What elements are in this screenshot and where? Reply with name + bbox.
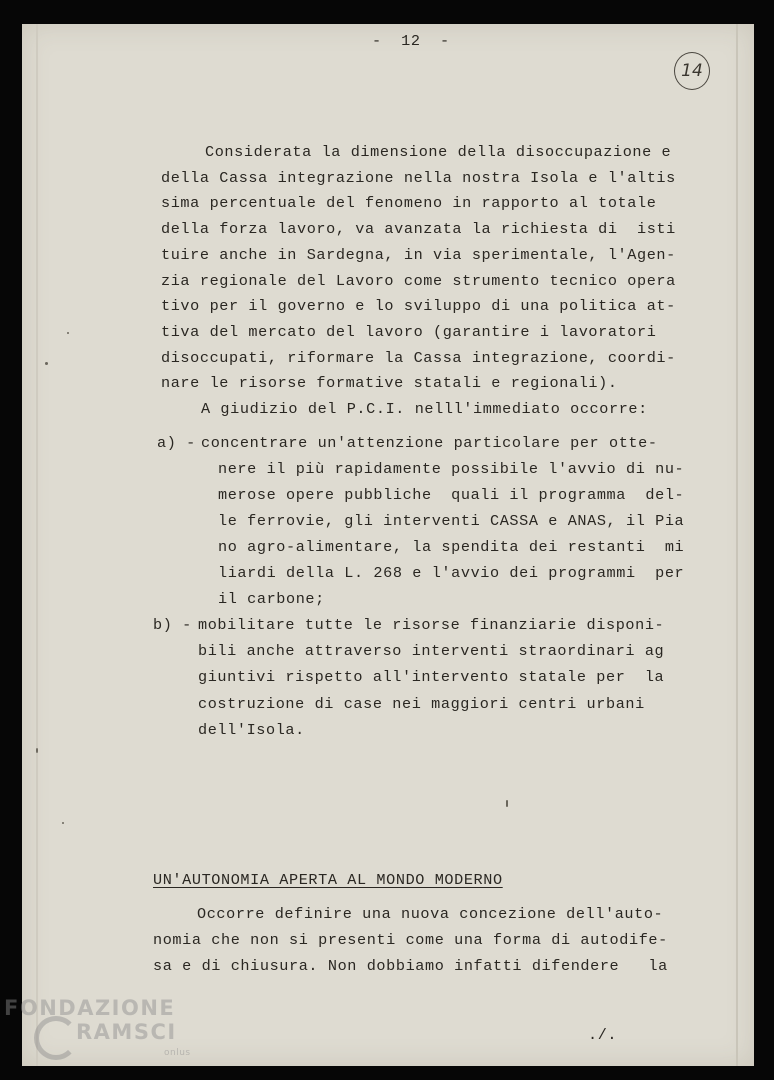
paragraph-3-line: sa e di chiusura. Non dobbiamo infatti difendere la [153, 957, 668, 975]
paragraph-1-line: disoccupati, riformare la Cassa integrazione, coordi- [161, 349, 676, 367]
item-b-line: costruzione di case nei maggiori centri urbani [198, 695, 645, 713]
item-b-line: giuntivi rispetto all'intervento statale per la [198, 668, 665, 686]
paragraph-3-line: Occorre definire una nuova concezione dell'auto- [197, 905, 664, 923]
item-a-line: il carbone; [218, 590, 325, 608]
watermark-line-3: onlus [164, 1048, 191, 1058]
item-a-line: merose opere pubbliche quali il programma del- [218, 486, 685, 504]
item-b-marker: b) - [153, 616, 192, 634]
paragraph-1-line: tivo per il governo e lo sviluppo di una politica at- [161, 297, 676, 315]
paragraph-1-line: tuire anche in Sardegna, in via sperimentale, l'Agen- [161, 246, 676, 264]
item-a-line: liardi della L. 268 e l'avvio dei programmi per [218, 564, 685, 582]
item-a-line: nere il più rapidamente possibile l'avvio di nu- [218, 460, 685, 478]
item-b-line: bili anche attraverso interventi straordinari ag [198, 642, 665, 660]
item-a-line: concentrare un'attenzione particolare per otte- [201, 434, 658, 452]
paragraph-3-line: nomia che non si presenti come una forma di autodife- [153, 931, 668, 949]
item-a-marker: a) - [157, 434, 196, 452]
scan-speck [45, 362, 48, 365]
paragraph-2: A giudizio del P.C.I. nelll'immediato occorre: [201, 400, 648, 418]
item-b-line: mobilitare tutte le risorse finanziarie disponi- [198, 616, 665, 634]
item-a-line: le ferrovie, gli interventi CASSA e ANAS, il Pia [218, 512, 685, 530]
scan-speck [62, 822, 64, 824]
paragraph-1-line: sima percentuale del fenomeno in rapporto al totale [161, 194, 657, 212]
scan-speck [506, 800, 508, 807]
page-fold-left [36, 24, 38, 1066]
page-number: - 12 - [372, 32, 450, 50]
paragraph-1-line: zia regionale del Lavoro come strumento tecnico opera [161, 272, 676, 290]
item-b-line: dell'Isola. [198, 721, 305, 739]
watermark-line-2: RAMSCI [76, 1020, 177, 1044]
paragraph-1-line: Considerata la dimensione della disoccupazione e [205, 143, 672, 161]
watermark-line-1: FONDAZIONE [4, 996, 176, 1020]
paragraph-1-line: tiva del mercato del lavoro (garantire i lavoratori [161, 323, 657, 341]
section-heading: UN'AUTONOMIA APERTA AL MONDO MODERNO [153, 871, 503, 889]
item-a-line: no agro-alimentare, la spendita dei restanti mi [218, 538, 685, 556]
watermark-g-glyph [34, 1016, 78, 1060]
page-fold-right [736, 24, 738, 1066]
paragraph-1-line: della forza lavoro, va avanzata la richiesta di isti [161, 220, 676, 238]
scan-speck [36, 748, 38, 753]
paragraph-1-line: nare le risorse formative statali e regionali). [161, 374, 618, 392]
folio-number: 14 [674, 52, 710, 90]
continuation-mark: ./. [588, 1026, 618, 1044]
archive-watermark-logo [4, 996, 194, 1076]
scan-speck [67, 332, 69, 334]
paragraph-1-line: della Cassa integrazione nella nostra Isola e l'altis [161, 169, 676, 187]
